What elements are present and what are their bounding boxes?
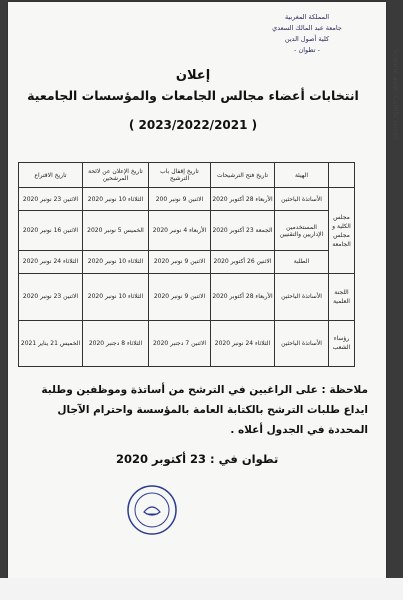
table-cell: الجمعة 23 أكتوبر 2020 — [211, 211, 275, 251]
table-row — [19, 211, 355, 251]
table-cell: الاثنين 26 أكتوبر 2020 — [211, 250, 275, 273]
table-cell: الأربعاء 28 أكتوبر 2020 — [211, 274, 275, 320]
table-cell: الاثنين 9 نونبر 200 — [149, 188, 211, 211]
note-paragraph: ملاحظة : على الراغبين في الترشح من أساتذة وموظفين وطلبة ايداع طلبات الترشح بالكتابة العامة بالمؤسسة واحترام الآجال المحددة في الجدول أعلاه . — [41, 384, 368, 436]
table-cell: الطلبة — [275, 250, 329, 273]
table-cell: الاثنين 9 نونبر 2020 — [149, 274, 211, 320]
election-schedule-table — [18, 162, 355, 367]
table-cell: الثلاثاء 10 نونبر 2020 — [83, 250, 149, 273]
group-label-councils: مجلس الكلية و مجلس الجامعة — [329, 188, 355, 274]
table-row — [19, 320, 355, 366]
table-cell: الخميس 21 يناير 2021 — [19, 320, 83, 366]
table-cell: الثلاثاء 10 نونبر 2020 — [83, 274, 149, 320]
table-cell: الخميس 5 نونبر 2020 — [83, 211, 149, 251]
table-cell: الأساتذة الباحثين — [275, 274, 329, 320]
column-header: الهيئة — [275, 163, 329, 188]
table-cell: الأساتذة الباحثين — [275, 188, 329, 211]
column-header: تاريخ فتح الترشيحات — [211, 163, 275, 188]
page-subtitle: انتخابات أعضاء مجالس الجامعات والمؤسسات الجامعية — [27, 88, 359, 103]
table-cell: الثلاثاء 24 نونبر 2020 — [211, 320, 275, 366]
table-cell: الاثنين 16 نونبر 2020 — [19, 211, 83, 251]
table-cell: الاثنين 9 نونبر 2020 — [149, 250, 211, 273]
header-line-university: جامعة عبد المالك السعدي — [272, 24, 342, 32]
faculty-stamp-icon — [126, 484, 178, 536]
table-header-row — [19, 163, 355, 188]
table-cell: المستخدمين الإداريين والتقنيين — [275, 211, 329, 251]
table-cell: الاثنين 23 نونبر 2020 — [19, 274, 83, 320]
table-cell: الاثنين 7 دجنبر 2020 — [149, 320, 211, 366]
academic-year: ( 2023/2022/2021 ) — [128, 118, 258, 132]
group-header-cell — [329, 163, 355, 188]
table-cell: الأساتذة الباحثين — [275, 320, 329, 366]
document-page — [8, 2, 386, 578]
date-signature: تطوان في : 23 أكتوبر 2020 — [116, 452, 279, 466]
table-row — [19, 250, 355, 273]
column-header: تاريخ الإعلان عن لائحة المرشحين — [83, 163, 149, 188]
page-title: إعلان — [175, 68, 211, 83]
group-label-scientific-committee: اللجنة العلمية — [329, 274, 355, 320]
table-cell: الثلاثاء 24 نونبر 2020 — [19, 250, 83, 273]
column-header: تاريخ إقفال باب الترشيح — [149, 163, 211, 188]
table-row — [19, 274, 355, 320]
header-line-city: - تطوان - — [294, 46, 320, 54]
table-row — [19, 188, 355, 211]
header-line-faculty: كلية أصول الدين — [284, 35, 330, 43]
scanner-watermark: Scanné avec CamScanner — [391, 48, 399, 140]
institution-header — [262, 12, 352, 56]
column-header: تاريخ الاقتراع — [19, 163, 83, 188]
table-cell: الثلاثاء 8 دجنبر 2020 — [83, 320, 149, 366]
group-label-department-heads: رؤساء الشعب — [329, 320, 355, 366]
table-cell: الثلاثاء 10 نونبر 2020 — [83, 188, 149, 211]
bottom-strip — [0, 578, 403, 600]
table-cell: الاثنين 23 نونبر 2020 — [19, 188, 83, 211]
table-cell: الأربعاء 28 أكتوبر 2020 — [211, 188, 275, 211]
header-line-kingdom: المملكة المغربية — [284, 13, 330, 21]
table-cell: الأربعاء 4 نونبر 2020 — [149, 211, 211, 251]
